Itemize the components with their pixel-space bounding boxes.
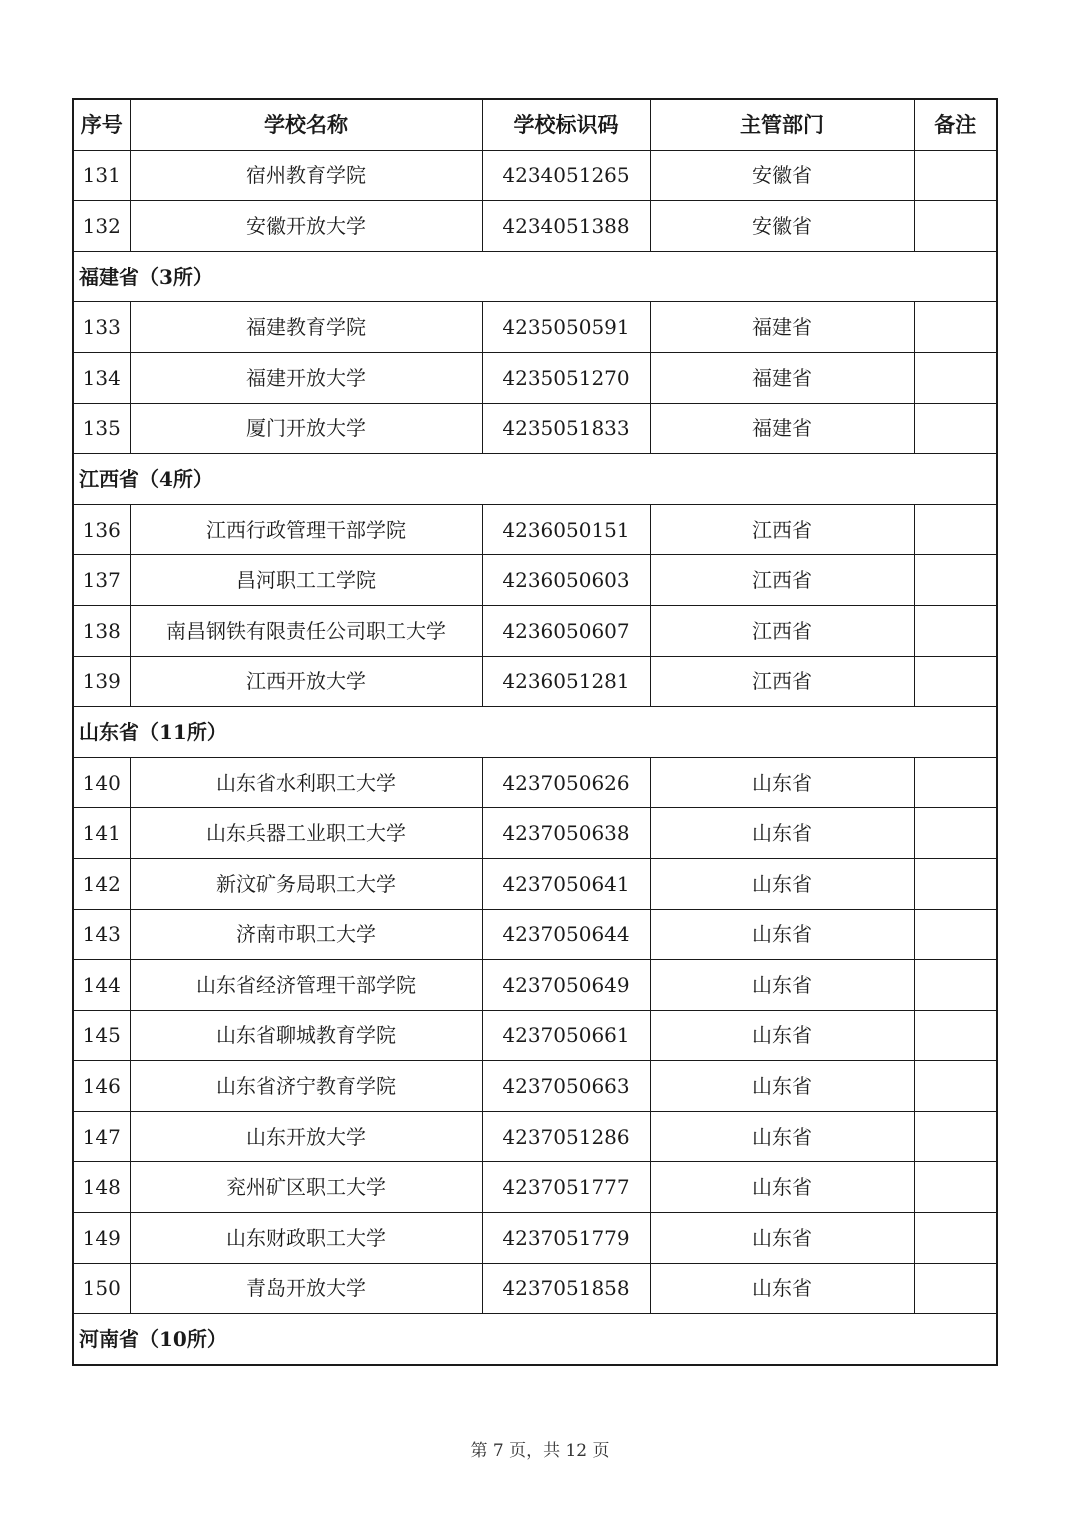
section-label: 福建省（3所） <box>73 251 997 302</box>
remarks-cell <box>914 555 997 606</box>
school-name-cell: 安徽开放大学 <box>130 201 482 252</box>
section-label: 河南省（10所） <box>73 1314 997 1365</box>
section-row <box>73 251 997 302</box>
remarks-cell <box>914 757 997 808</box>
school-name-cell: 江西行政管理干部学院 <box>130 504 482 555</box>
table-row <box>73 403 997 454</box>
department-cell: 福建省 <box>650 302 914 353</box>
school-name-cell: 山东省水利职工大学 <box>130 757 482 808</box>
school-code-cell: 4236050151 <box>482 504 650 555</box>
table-header-row <box>73 99 997 150</box>
department-cell: 山东省 <box>650 1213 914 1264</box>
department-cell: 山东省 <box>650 808 914 859</box>
remarks-cell <box>914 403 997 454</box>
remarks-cell <box>914 1213 997 1264</box>
table-row <box>73 808 997 859</box>
school-code-cell: 4235050591 <box>482 302 650 353</box>
remarks-cell <box>914 605 997 656</box>
school-name-cell: 南昌钢铁有限责任公司职工大学 <box>130 605 482 656</box>
department-cell: 江西省 <box>650 555 914 606</box>
school-code-cell: 4237050649 <box>482 960 650 1011</box>
table-row <box>73 201 997 252</box>
department-cell: 福建省 <box>650 352 914 403</box>
serial-no-cell: 132 <box>73 201 130 252</box>
table-row <box>73 656 997 707</box>
table-row <box>73 504 997 555</box>
school-code-cell: 4236050607 <box>482 605 650 656</box>
school-name-cell: 山东兵器工业职工大学 <box>130 808 482 859</box>
remarks-cell <box>914 1010 997 1061</box>
school-name-cell: 兖州矿区职工大学 <box>130 1162 482 1213</box>
serial-no-cell: 145 <box>73 1010 130 1061</box>
table-row <box>73 1010 997 1061</box>
serial-no-cell: 133 <box>73 302 130 353</box>
serial-no-cell: 144 <box>73 960 130 1011</box>
remarks-cell <box>914 1162 997 1213</box>
department-cell: 山东省 <box>650 1010 914 1061</box>
serial-no-cell: 137 <box>73 555 130 606</box>
department-cell: 山东省 <box>650 1111 914 1162</box>
school-name-cell: 新汶矿务局职工大学 <box>130 858 482 909</box>
school-list-table <box>72 98 998 1366</box>
header-school-code: 学校标识码 <box>482 99 650 150</box>
serial-no-cell: 150 <box>73 1263 130 1314</box>
school-code-cell: 4237050626 <box>482 757 650 808</box>
table-row <box>73 1061 997 1112</box>
section-label: 山东省（11所） <box>73 707 997 758</box>
school-name-cell: 宿州教育学院 <box>130 150 482 201</box>
serial-no-cell: 136 <box>73 504 130 555</box>
table-row <box>73 858 997 909</box>
remarks-cell <box>914 352 997 403</box>
department-cell: 山东省 <box>650 1162 914 1213</box>
school-name-cell: 山东省聊城教育学院 <box>130 1010 482 1061</box>
table-row <box>73 1162 997 1213</box>
department-cell: 山东省 <box>650 909 914 960</box>
table-row <box>73 352 997 403</box>
remarks-cell <box>914 808 997 859</box>
remarks-cell <box>914 150 997 201</box>
table-row <box>73 909 997 960</box>
school-name-cell: 福建教育学院 <box>130 302 482 353</box>
table-row <box>73 1263 997 1314</box>
school-name-cell: 青岛开放大学 <box>130 1263 482 1314</box>
remarks-cell <box>914 858 997 909</box>
school-code-cell: 4237050638 <box>482 808 650 859</box>
table-row <box>73 1213 997 1264</box>
school-code-cell: 4234051388 <box>482 201 650 252</box>
remarks-cell <box>914 504 997 555</box>
remarks-cell <box>914 302 997 353</box>
school-name-cell: 济南市职工大学 <box>130 909 482 960</box>
table-row <box>73 757 997 808</box>
remarks-cell <box>914 909 997 960</box>
remarks-cell <box>914 1111 997 1162</box>
school-name-cell: 山东省济宁教育学院 <box>130 1061 482 1112</box>
serial-no-cell: 134 <box>73 352 130 403</box>
department-cell: 江西省 <box>650 656 914 707</box>
serial-no-cell: 149 <box>73 1213 130 1264</box>
school-name-cell: 山东省经济管理干部学院 <box>130 960 482 1011</box>
serial-no-cell: 139 <box>73 656 130 707</box>
section-label: 江西省（4所） <box>73 454 997 505</box>
department-cell: 江西省 <box>650 605 914 656</box>
serial-no-cell: 141 <box>73 808 130 859</box>
table-row <box>73 605 997 656</box>
header-remarks: 备注 <box>914 99 997 150</box>
remarks-cell <box>914 656 997 707</box>
department-cell: 山东省 <box>650 858 914 909</box>
department-cell: 江西省 <box>650 504 914 555</box>
section-row <box>73 707 997 758</box>
serial-no-cell: 142 <box>73 858 130 909</box>
table-row <box>73 960 997 1011</box>
school-name-cell: 厦门开放大学 <box>130 403 482 454</box>
table-row <box>73 555 997 606</box>
serial-no-cell: 143 <box>73 909 130 960</box>
serial-no-cell: 131 <box>73 150 130 201</box>
table-body <box>73 150 997 1365</box>
serial-no-cell: 146 <box>73 1061 130 1112</box>
serial-no-cell: 147 <box>73 1111 130 1162</box>
remarks-cell <box>914 1061 997 1112</box>
school-name-cell: 山东财政职工大学 <box>130 1213 482 1264</box>
school-code-cell: 4235051833 <box>482 403 650 454</box>
remarks-cell <box>914 1263 997 1314</box>
serial-no-cell: 140 <box>73 757 130 808</box>
table-row <box>73 1111 997 1162</box>
department-cell: 山东省 <box>650 757 914 808</box>
school-name-cell: 福建开放大学 <box>130 352 482 403</box>
school-name-cell: 江西开放大学 <box>130 656 482 707</box>
department-cell: 山东省 <box>650 1061 914 1112</box>
school-name-cell: 山东开放大学 <box>130 1111 482 1162</box>
school-code-cell: 4237050663 <box>482 1061 650 1112</box>
department-cell: 福建省 <box>650 403 914 454</box>
table-row <box>73 302 997 353</box>
school-code-cell: 4237051779 <box>482 1213 650 1264</box>
remarks-cell <box>914 201 997 252</box>
school-code-cell: 4237051858 <box>482 1263 650 1314</box>
school-code-cell: 4235051270 <box>482 352 650 403</box>
school-code-cell: 4237051286 <box>482 1111 650 1162</box>
department-cell: 山东省 <box>650 1263 914 1314</box>
header-school-name: 学校名称 <box>130 99 482 150</box>
section-row <box>73 1314 997 1365</box>
serial-no-cell: 135 <box>73 403 130 454</box>
school-code-cell: 4237050641 <box>482 858 650 909</box>
remarks-cell <box>914 960 997 1011</box>
school-name-cell: 昌河职工工学院 <box>130 555 482 606</box>
school-code-cell: 4237050644 <box>482 909 650 960</box>
serial-no-cell: 148 <box>73 1162 130 1213</box>
section-row <box>73 454 997 505</box>
department-cell: 安徽省 <box>650 201 914 252</box>
school-code-cell: 4236050603 <box>482 555 650 606</box>
department-cell: 山东省 <box>650 960 914 1011</box>
page-footer: 第 7 页，共 12 页 <box>470 1441 610 1461</box>
school-code-cell: 4237051777 <box>482 1162 650 1213</box>
header-serial-no: 序号 <box>73 99 130 150</box>
department-cell: 安徽省 <box>650 150 914 201</box>
header-department: 主管部门 <box>650 99 914 150</box>
table-row <box>73 150 997 201</box>
school-code-cell: 4237050661 <box>482 1010 650 1061</box>
school-code-cell: 4236051281 <box>482 656 650 707</box>
serial-no-cell: 138 <box>73 605 130 656</box>
school-code-cell: 4234051265 <box>482 150 650 201</box>
